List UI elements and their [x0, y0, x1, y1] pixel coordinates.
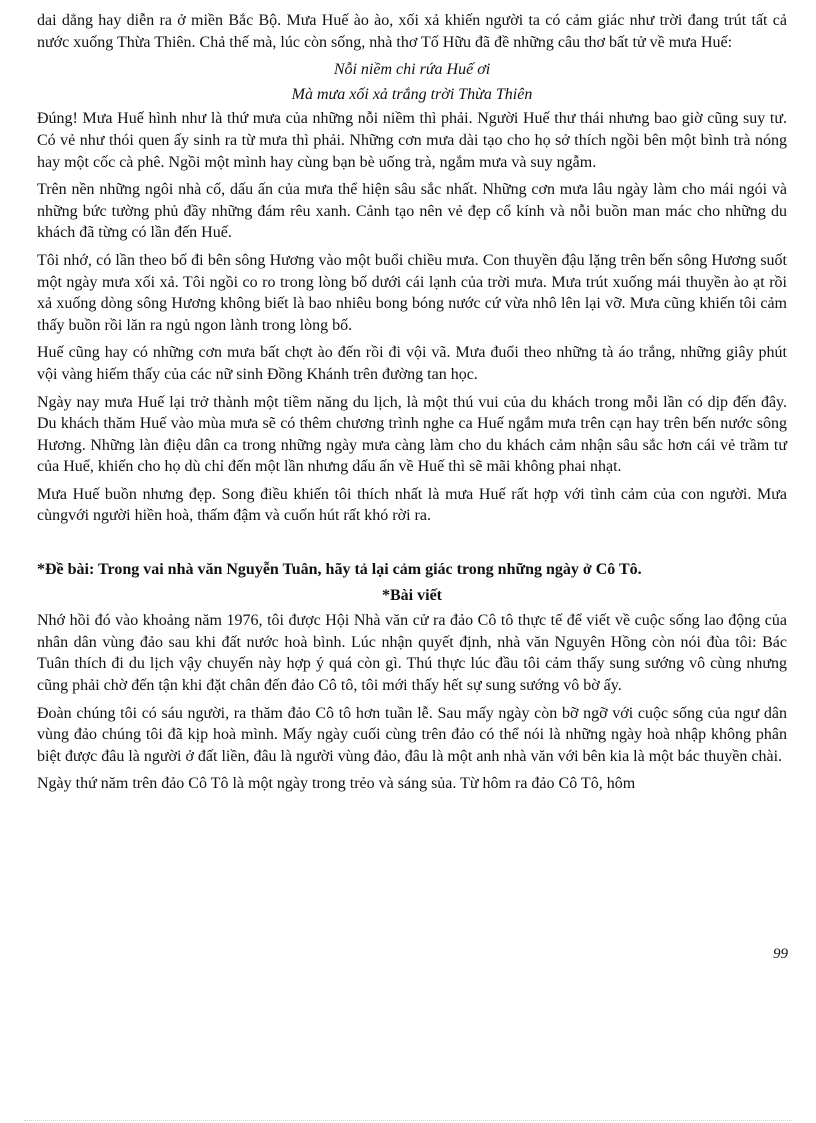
paragraph: Đúng! Mưa Huế hình như là thứ mưa của những nỗi niềm thì phải. Người Huế thư thái nhưng bao giờ cũng suy tư. Có vẻ như thói quen ấy sinh ra từ mưa thì phải. Những cơn mưa dài tạo cho họ sở thích ngồi bên một bình trà nóng hay một cốc cà phê. Ngồi một mình hay cùng bạn bè uống trà, ngắm mưa và suy ngẫm.	[37, 110, 787, 171]
paragraph: Ngày nay mưa Huế lại trở thành một tiềm năng du lịch, là một thú vui của du khách trong mỗi lần có dịp đến đây. Du khách thăm Huế vào mùa mưa sẽ có thêm chương trình nghe ca Huế ngắm mưa trên cạn hay trên bến nước sông Hương. Những làn điệu dân ca trong những ngày mưa càng làm cho du khách cảm nhận sâu sắc hơn cái vẻ trầm tư của Huế, khiến cho họ dù chỉ đến một lần nhưng dấu ấn về Huế thì sẽ mãi không phai nhạt.	[37, 393, 787, 476]
assignment-prompt: *Đề bài: Trong vai nhà văn Nguyễn Tuân, hãy tả lại cảm giác trong những ngày ở Cô Tô.	[37, 561, 642, 579]
verse-line-2: Mà mưa xối xả trắng trời Thừa Thiên	[291, 85, 533, 103]
paragraph: dai dẳng hay diễn ra ở miền Bắc Bộ. Mưa Huế ào ào, xối xả khiến người ta có cảm giác như trời đang trút tất cả nước xuống Thừa Thiên. Chả thế mà, lúc còn sống, nhà thơ Tố Hữu đã đề những câu thơ bất tử về mưa Huế:	[37, 12, 787, 51]
paragraph: Mưa Huế buồn nhưng đẹp. Song điều khiến tôi thích nhất là mưa Huế rất hợp với tình cảm của con người. Mưa cùngvới người hiền hoà, thấm đậm và cuốn hút rất khó rời ra.	[37, 485, 787, 525]
paragraph: Trên nền những ngôi nhà cổ, dấu ấn của mưa thể hiện sâu sắc nhất. Những cơn mưa lâu ngày làm cho mái ngói và những bức tường phủ đầy những đám rêu xanh. Cảnh tạo nên vẻ đẹp cổ kính và nỗi buồn man mác cho những du khách đã từng có lần đến Huế.	[37, 181, 787, 242]
paragraph: Huế cũng hay có những cơn mưa bất chợt ào đến rồi đi vội vã. Mưa đuổi theo những tà áo trắng, những giây phút vội vàng hiếm thấy của các nữ sinh Đồng Khánh trên đường tan học.	[37, 344, 787, 383]
poem-verse	[37, 59, 787, 105]
paragraph: Ngày thứ năm trên đảo Cô Tô là một ngày trong trẻo và sáng sủa. Từ hôm ra đảo Cô Tô, hôm	[37, 775, 636, 793]
paragraph: Tôi nhớ, có lần theo bố đi bên sông Hương vào một buổi chiều mưa. Con thuyền đậu lặng trên bến sông Hương suốt một ngày mưa xối xả. Tôi ngồi co ro trong lòng bố dưới cái lạnh của trời mưa. Mưa trút xuống mái thuyền ào ạt rồi xả xuống dòng sông Hương không biết là bao nhiêu bong bóng nước cứ vừa nhô lên lại vỡ. Mưa cũng khiến tôi cảm thấy buồn rồi lăn ra ngủ ngon lành trong lòng bố.	[37, 251, 787, 334]
verse-line-1: Nỗi niềm chi rứa Huế ơi	[333, 61, 491, 79]
paragraph: Nhớ hồi đó vào khoảng năm 1976, tôi được Hội Nhà văn cử ra đảo Cô tô thực tế để viết về cuộc sống lao động của nhân dân vùng đảo sau khi đất nước hoà bình. Lúc nhận quyết định, nhà văn Nguyên Hồng còn nói đùa tôi: Bác Tuân thích đi du lịch vậy chuyến này hợp ý quá còn gì. Thú thực lúc đầu tôi cảm thấy sung sướng vô cùng nhưng cũng phải chờ đến tận khi đặt chân đến đảo Cô tô, tôi mới thấy hết sự sung sướng vô bờ ấy.	[37, 612, 787, 695]
page-number: 99	[773, 946, 788, 962]
essay-heading: *Bài viết	[382, 586, 442, 604]
document-page	[37, 10, 787, 801]
footer-divider	[24, 1120, 792, 1121]
paragraph: Đoàn chúng tôi có sáu người, ra thăm đảo Cô tô hơn tuần lễ. Sau mấy ngày còn bỡ ngỡ với cuộc sống của ngư dân vùng đảo chúng tôi đã kịp hoà mình. Mấy ngày cuối cùng trên đảo có thể nói là những ngày hoà nhập không phân biệt được đâu là người ở đất liền, đâu là người vùng đảo, đâu là một anh nhà văn với bên kia là một bác thuyền chài.	[37, 704, 787, 765]
